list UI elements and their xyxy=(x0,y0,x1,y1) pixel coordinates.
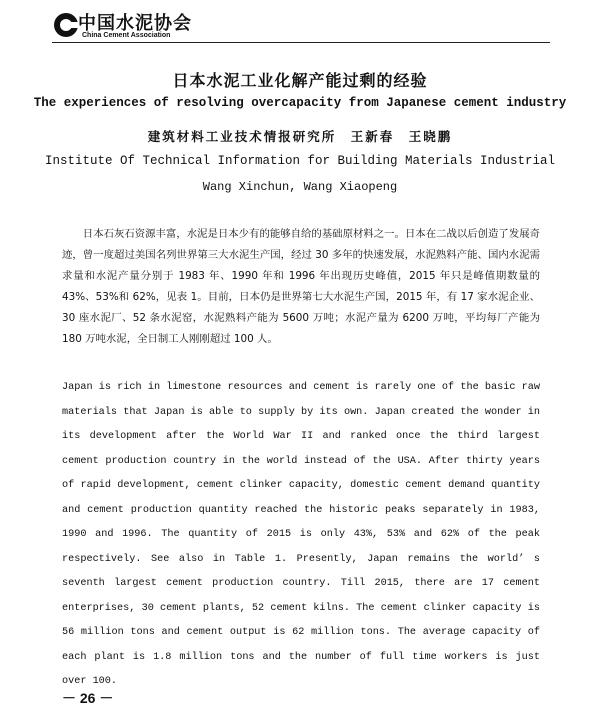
title-en: The experiences of resolving overcapacity from Japanese cement industry xyxy=(33,96,567,110)
header-rule xyxy=(52,42,550,43)
body-paragraph-cn: 日本石灰石资源丰富，水泥是日本少有的能够自给的基础原材料之一。日本在二战以后创造了发展奇迹，曾一度超过美国名列世界第三大水泥生产国，经过 30 多年的快速发展，水泥熟料产能、国内水泥需求量和水泥产量分别于 1983 年、1990 年和 1996 年出现历史峰值，2015 年只是峰值期数量的 43%、53%和 62%，见表 1。目前，日本仍是世界第七大水泥生产国，2015 年，有 17 家水泥企业、30 座水泥厂、52 条水泥窑，水泥熟料产能为 5600 万吨；水泥产量为 6200 万吨，平均每厂产能为 180 万吨水泥，全日制工人刚刚超过 100 人。 xyxy=(62,228,540,345)
authors-en: Wang Xinchun, Wang Xiaopeng xyxy=(202,180,398,194)
logo-text-cn: 中国水泥协会 xyxy=(78,13,192,34)
body-paragraph-en: Japan is rich in limestone resources and cement is rarely one of the basic raw materials that Japan is able to supply by its own. Japan created the wonder in its development after the World War II and ranked once the third largest cement production country in the world instead of the USA. After thirty years of rapid development, cement clinker capacity, domestic cement demand quantity and cement production quantity reached the historic peaks separately in 1983, 1990 and 1996. The quantity of 2015 is only 43%, 53% and 62% of the peak respectively. See also in Table 1. Presently, Japan remains the world’ s seventh largest cement production country. Till 2015, there are 17 cement enterprises, 30 cement plants, 52 cement kilns. The cement clinker capacity is 56 million tons and cement output is 62 million tons. The average capacity of each plant is 1.8 million tons and the number of full time workers is just over 100. xyxy=(62,382,540,687)
affiliation-en: Institute Of Technical Information for Building Materials Industrial xyxy=(44,154,556,168)
title-cn: 日本水泥工业化解产能过剩的经验 xyxy=(172,71,428,90)
logo xyxy=(52,9,202,43)
logo-mark-icon xyxy=(52,11,80,39)
affiliation-cn: 建筑材料工业技术情报研究所 王新春 王晓鹏 xyxy=(147,129,453,144)
page-number: － 26 － xyxy=(62,690,114,706)
logo-text-en: China Cement Association xyxy=(82,32,171,39)
